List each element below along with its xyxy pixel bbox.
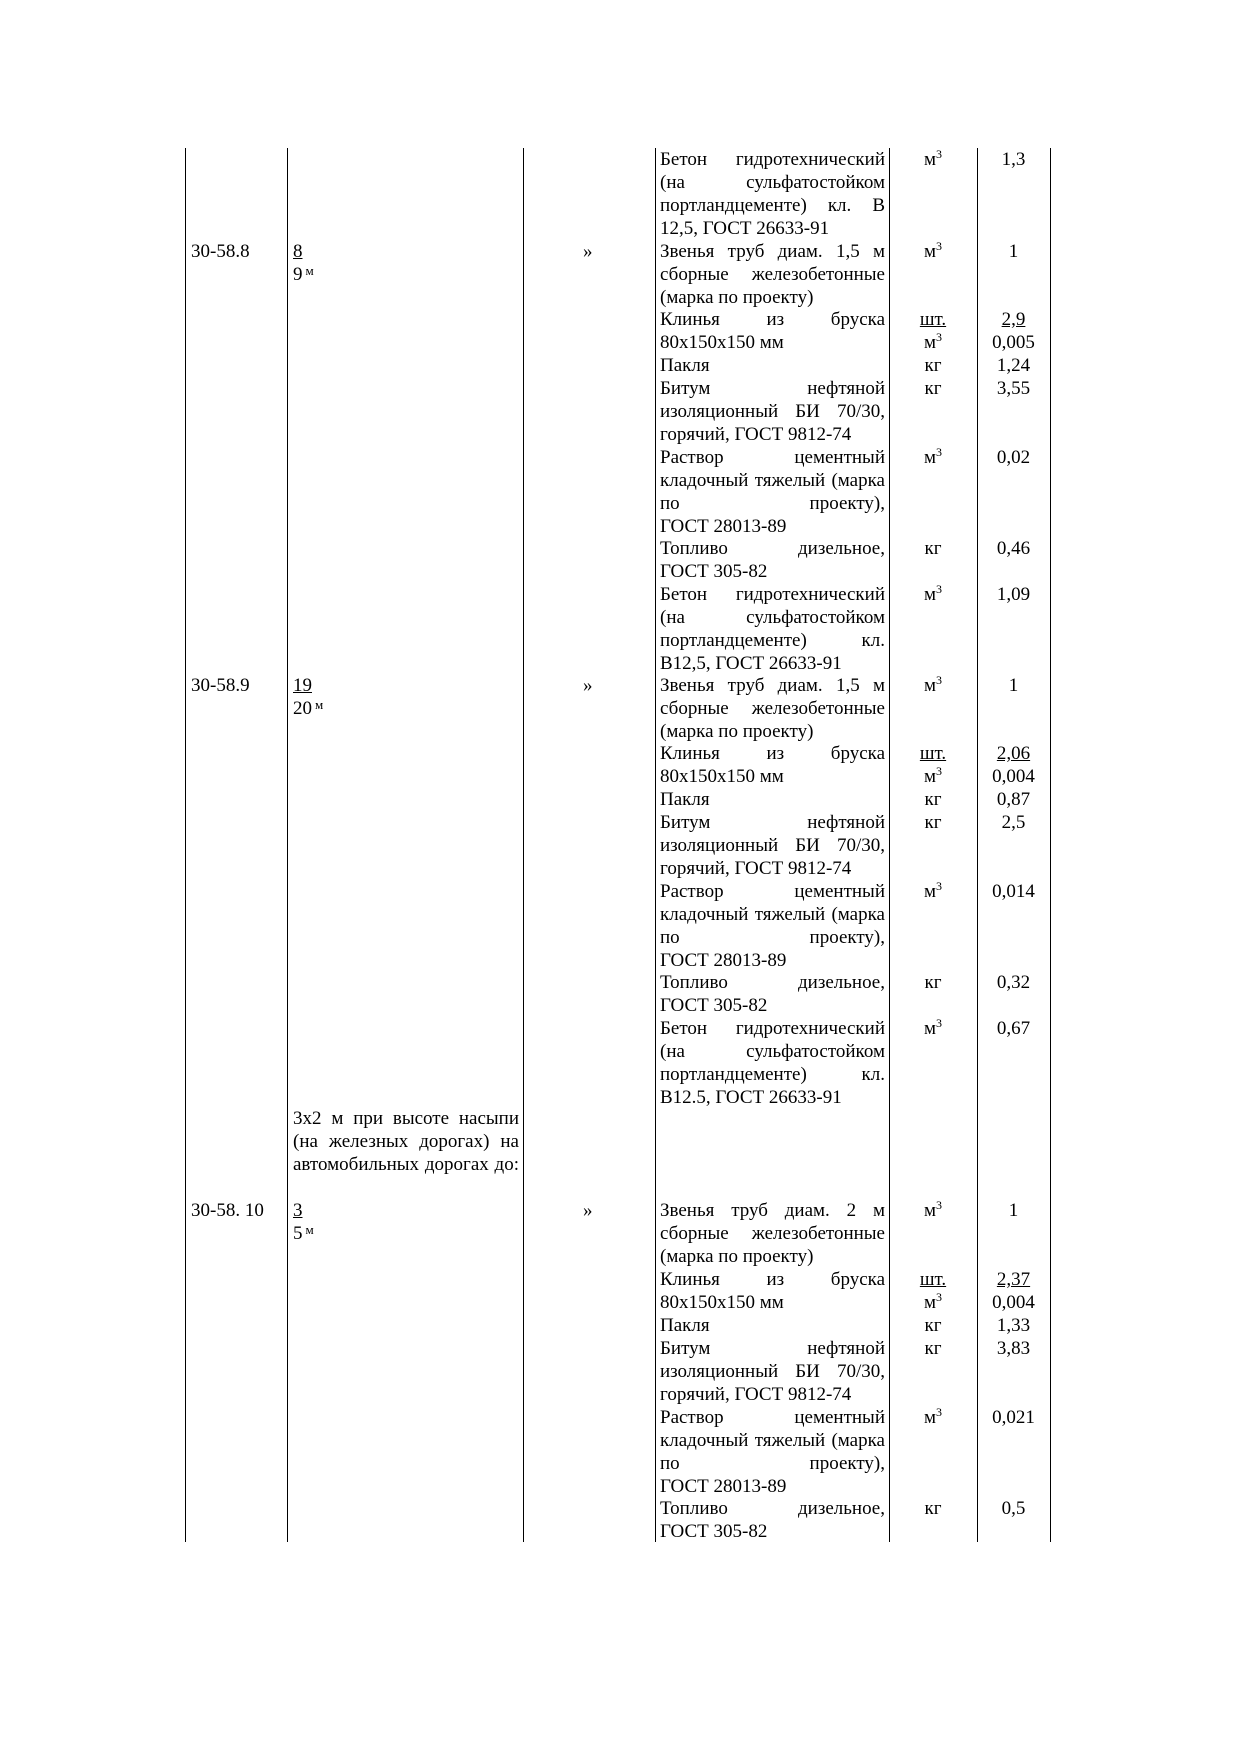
quantity-value: 0,021	[992, 1407, 1035, 1428]
unit-meters: м	[305, 1222, 314, 1237]
unit-line: кг	[924, 378, 942, 399]
row-description: 3х2 м при высоте насыпи (на железных дорогах) на автомобильных дорогах до:	[293, 1108, 519, 1175]
material-description-line: ГОСТ 305-82	[660, 561, 768, 582]
material-description-line: горячий, ГОСТ 9812-74	[660, 858, 852, 879]
unit-meters: м	[315, 697, 324, 712]
material-description-line: ГОСТ 28013-89	[660, 516, 787, 537]
table-divider-1	[287, 148, 288, 1542]
material-unit	[889, 583, 977, 606]
material-quantity	[977, 583, 1050, 606]
material-description-line: Раствор цементный кладочный тяжелый (марка по проекту),	[660, 1407, 885, 1474]
material-quantity	[977, 742, 1050, 788]
material-description	[660, 674, 885, 743]
material-description-line: Битум нефтяной изоляционный БИ 70/30,	[660, 812, 885, 856]
material-description	[660, 537, 885, 583]
quantity-value: 1	[1008, 241, 1019, 262]
material-unit	[889, 1268, 977, 1314]
material-description-line: В12,5, ГОСТ 26633-91	[660, 653, 842, 674]
unit-line: кг	[924, 538, 942, 559]
material-description-line: (марка по проекту)	[660, 1246, 814, 1267]
quantity-value: 0,004	[992, 766, 1035, 787]
quantity-value: 0,46	[996, 538, 1031, 559]
material-quantity	[977, 1497, 1050, 1520]
material-quantity	[977, 148, 1050, 171]
material-description-line: Топливо дизельное,	[660, 1498, 885, 1519]
unit-exponent: 3	[936, 239, 943, 253]
material-unit	[889, 537, 977, 560]
material-quantity	[977, 811, 1050, 834]
material-description-line: Клинья из бруска	[660, 1269, 885, 1290]
material-description-line: ГОСТ 305-82	[660, 1521, 768, 1542]
quantity-value: 0,5	[1001, 1498, 1026, 1519]
table-divider-3	[655, 148, 656, 1542]
unit-line: кг	[924, 1498, 942, 1519]
material-unit	[889, 742, 977, 788]
unit-exponent: 3	[936, 879, 943, 893]
material-unit	[889, 1406, 977, 1429]
quantity-value: 2,37	[996, 1269, 1031, 1290]
table-divider-2	[523, 148, 524, 1542]
unit-exponent: 3	[936, 1405, 943, 1419]
material-unit	[889, 377, 977, 400]
ditto-mark: »	[583, 241, 593, 262]
height-fraction	[293, 674, 323, 720]
material-description-line: Раствор цементный кладочный тяжелый (марка по проекту),	[660, 881, 885, 948]
material-description	[660, 1314, 885, 1337]
height-fraction	[293, 240, 314, 286]
material-description-line: ГОСТ 28013-89	[660, 950, 787, 971]
material-description-line: ГОСТ 28013-89	[660, 1476, 787, 1497]
quantity-value: 0,014	[992, 881, 1035, 902]
unit-line: $м^3$	[923, 1405, 943, 1428]
material-description	[660, 308, 885, 354]
quantity-value: 0,02	[996, 447, 1031, 468]
unit-line: шт.	[919, 1269, 947, 1290]
unit-exponent: 3	[936, 1198, 943, 1212]
material-quantity	[977, 377, 1050, 400]
material-description	[660, 148, 885, 240]
unit-exponent: 3	[936, 1290, 943, 1304]
quantity-value: 2,5	[1001, 812, 1026, 833]
unit-line: $м^3$	[923, 582, 943, 605]
material-description	[660, 971, 885, 1017]
material-description-line: Клинья из бруска	[660, 309, 885, 330]
material-unit	[889, 971, 977, 994]
material-unit	[889, 148, 977, 171]
quantity-value: 3,55	[996, 378, 1031, 399]
material-description-line: В12.5, ГОСТ 26633-91	[660, 1087, 842, 1108]
row-code: 30-58. 10	[191, 1200, 264, 1221]
unit-line: шт.	[919, 309, 947, 330]
material-description-line: 80х150х150 мм	[660, 1292, 784, 1313]
unit-line: $м^3$	[923, 445, 943, 468]
material-unit	[889, 1017, 977, 1040]
unit-line: кг	[924, 1338, 942, 1359]
material-description	[660, 880, 885, 972]
material-quantity	[977, 1406, 1050, 1429]
unit-line: $м^3$	[923, 147, 943, 170]
height-fraction	[293, 1199, 314, 1245]
material-unit	[889, 240, 977, 263]
material-quantity	[977, 1199, 1050, 1222]
quantity-value: 1	[1008, 675, 1019, 696]
material-quantity	[977, 674, 1050, 697]
material-description-line: Звенья труб диам. 1,5 м сборные железобетонные	[660, 241, 885, 285]
unit-line: $м^3$	[923, 1290, 943, 1313]
material-description-line: Пакля	[660, 355, 710, 376]
material-quantity	[977, 788, 1050, 811]
material-description-line: Пакля	[660, 1315, 710, 1336]
quantity-value: 2,9	[1001, 309, 1026, 330]
material-description-line: 12,5, ГОСТ 26633-91	[660, 218, 830, 239]
material-description-line: Клинья из бруска	[660, 743, 885, 764]
unit-line: кг	[924, 1315, 942, 1336]
quantity-value: 2,06	[996, 743, 1031, 764]
material-description	[660, 1017, 885, 1109]
unit-line: $м^3$	[923, 330, 943, 353]
material-description-line: горячий, ГОСТ 9812-74	[660, 1384, 852, 1405]
material-description	[660, 1337, 885, 1406]
material-quantity	[977, 1337, 1050, 1360]
table-border-right	[1050, 148, 1051, 1542]
material-description	[660, 1199, 885, 1268]
unit-line: $м^3$	[923, 673, 943, 696]
fraction-denominator: 9 $^м$	[293, 263, 314, 285]
material-description-line: (марка по проекту)	[660, 721, 814, 742]
material-quantity	[977, 971, 1050, 994]
row-code: 30-58.8	[191, 241, 250, 262]
material-description-line: Битум нефтяной изоляционный БИ 70/30,	[660, 1338, 885, 1382]
material-description	[660, 811, 885, 880]
material-description-line: Бетон гидротехнический (на сульфатостойком портландцементе) кл. В	[660, 149, 885, 216]
material-description-line: Звенья труб диам. 2 м сборные железобетонные	[660, 1200, 885, 1244]
material-description-line: Бетон гидротехнический (на сульфатостойком портландцементе) кл.	[660, 1018, 885, 1085]
material-description-line: 80х150х150 мм	[660, 332, 784, 353]
unit-exponent: 3	[936, 330, 943, 344]
unit-line: кг	[924, 355, 942, 376]
unit-line: шт.	[919, 743, 947, 764]
material-unit	[889, 788, 977, 811]
row-code: 30-58.9	[191, 675, 250, 696]
quantity-value: 1,09	[996, 584, 1031, 605]
material-description-line: Топливо дизельное,	[660, 538, 885, 559]
material-description	[660, 1268, 885, 1314]
unit-line: кг	[924, 812, 942, 833]
material-description	[660, 446, 885, 538]
material-description	[660, 377, 885, 446]
material-description-line: Раствор цементный кладочный тяжелый (марка по проекту),	[660, 447, 885, 514]
material-unit	[889, 1314, 977, 1337]
material-unit	[889, 1337, 977, 1360]
unit-line: кг	[924, 789, 942, 810]
unit-exponent: 3	[936, 764, 943, 778]
fraction-numerator: 19	[293, 675, 312, 696]
material-quantity	[977, 537, 1050, 560]
quantity-value: 0,32	[996, 972, 1031, 993]
quantity-value: 0,004	[992, 1292, 1035, 1313]
quantity-value: 0,005	[992, 332, 1035, 353]
material-unit	[889, 308, 977, 354]
ditto-mark: »	[583, 675, 593, 696]
unit-line: $м^3$	[923, 1198, 943, 1221]
material-description	[660, 1406, 885, 1498]
fraction-denominator: 5 $^м$	[293, 1222, 314, 1244]
material-description	[660, 788, 885, 811]
material-description-line: Звенья труб диам. 1,5 м сборные железобетонные	[660, 675, 885, 719]
quantity-value: 0,87	[996, 789, 1031, 810]
material-unit	[889, 1497, 977, 1520]
material-description-line: ГОСТ 305-82	[660, 995, 768, 1016]
material-quantity	[977, 308, 1050, 354]
unit-line: $м^3$	[923, 879, 943, 902]
material-description-line: Бетон гидротехнический (на сульфатостойком портландцементе) кл.	[660, 584, 885, 651]
unit-line: $м^3$	[923, 764, 943, 787]
material-unit	[889, 354, 977, 377]
material-quantity	[977, 240, 1050, 263]
fraction-numerator: 8	[293, 241, 303, 262]
table-border-left	[185, 148, 186, 1542]
unit-line: $м^3$	[923, 1016, 943, 1039]
material-description-line: горячий, ГОСТ 9812-74	[660, 424, 852, 445]
material-quantity	[977, 446, 1050, 469]
fraction-numerator: 3	[293, 1200, 303, 1221]
unit-exponent: 3	[936, 673, 943, 687]
material-description	[660, 1497, 885, 1543]
material-quantity	[977, 354, 1050, 377]
unit-exponent: 3	[936, 147, 943, 161]
unit-exponent: 3	[936, 1016, 943, 1030]
material-quantity	[977, 880, 1050, 903]
material-quantity	[977, 1017, 1050, 1040]
material-description	[660, 354, 885, 377]
material-description-line: Топливо дизельное,	[660, 972, 885, 993]
material-unit	[889, 446, 977, 469]
material-unit	[889, 674, 977, 697]
quantity-value: 1,3	[1001, 149, 1026, 170]
material-description	[660, 583, 885, 675]
unit-exponent: 3	[936, 445, 943, 459]
material-quantity	[977, 1268, 1050, 1314]
quantity-value: 1	[1008, 1200, 1019, 1221]
unit-line: $м^3$	[923, 239, 943, 262]
quantity-value: 1,33	[996, 1315, 1031, 1336]
unit-meters: м	[305, 263, 314, 278]
material-description	[660, 742, 885, 788]
material-description-line: (марка по проекту)	[660, 287, 814, 308]
fraction-denominator: 20 $^м$	[293, 697, 324, 719]
material-quantity	[977, 1314, 1050, 1337]
quantity-value: 3,83	[996, 1338, 1031, 1359]
material-description-line: Пакля	[660, 789, 710, 810]
unit-line: кг	[924, 972, 942, 993]
material-description-line: 80х150х150 мм	[660, 766, 784, 787]
unit-exponent: 3	[936, 582, 943, 596]
ditto-mark: »	[583, 1200, 593, 1221]
quantity-value: 1,24	[996, 355, 1031, 376]
material-unit	[889, 880, 977, 903]
quantity-value: 0,67	[996, 1018, 1031, 1039]
material-unit	[889, 1199, 977, 1222]
material-description	[660, 240, 885, 309]
material-unit	[889, 811, 977, 834]
material-description-line: Битум нефтяной изоляционный БИ 70/30,	[660, 378, 885, 422]
